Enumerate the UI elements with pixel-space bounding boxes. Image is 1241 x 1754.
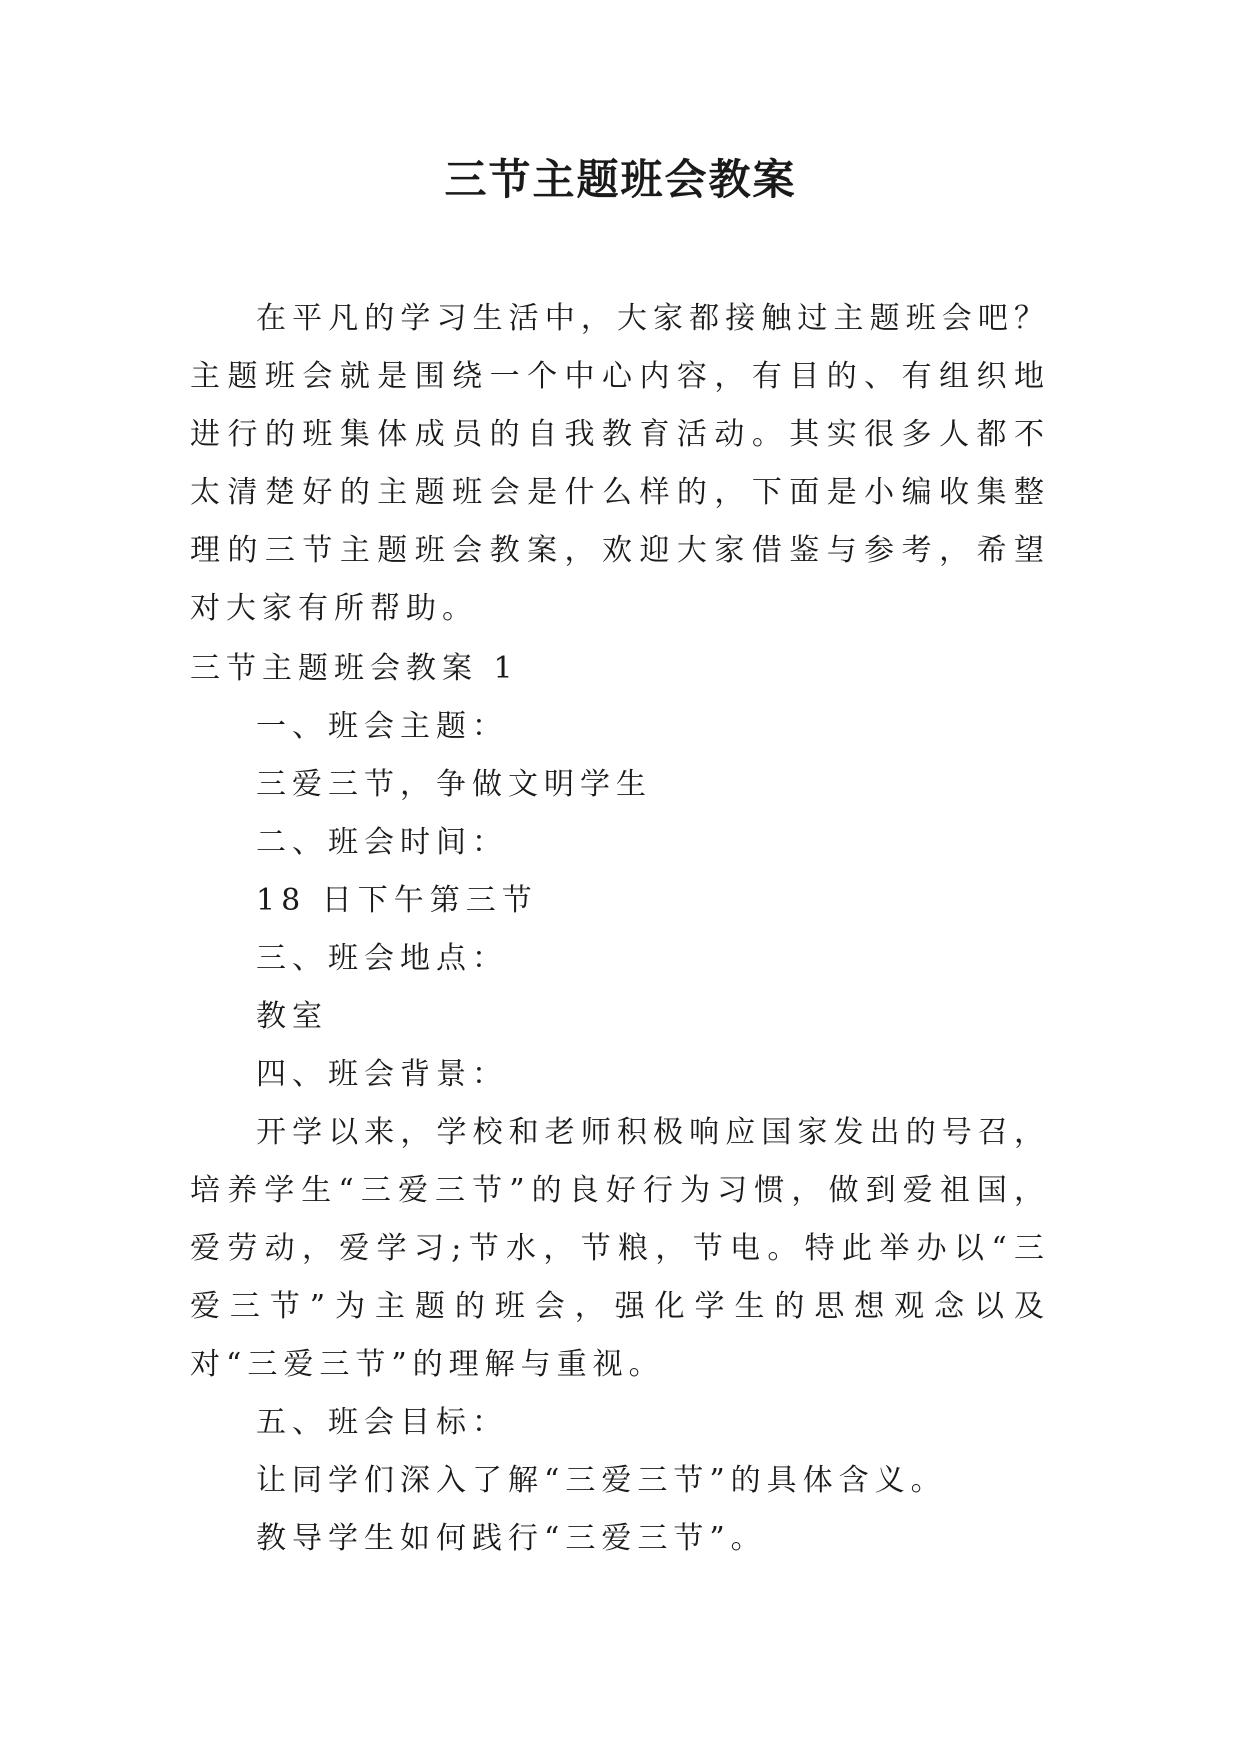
- intro-paragraph: 在平凡的学习生活中，大家都接触过主题班会吧？主题班会就是围绕一个中心内容，有目的、有组织地进行的班集体成员的自我教育活动。其实很多人都不太清楚好的主题班会是什么样的，下面是小编收集整理的三节主题班会教案，欢迎大家借鉴与参考，希望对大家有所帮助。: [190, 301, 1050, 626]
- time-heading: 二、班会时间：: [256, 825, 508, 860]
- place-heading: 三、班会地点：: [256, 941, 508, 976]
- goal-item-2: 教导学生如何践行“三爱三节”。: [256, 1521, 767, 1556]
- background-heading: 四、班会背景：: [256, 1057, 508, 1092]
- document-title: 三节主题班会教案: [444, 155, 797, 204]
- goal-item-1: 让同学们深入了解“三爱三节”的具体含义。: [256, 1463, 947, 1498]
- section-heading: 三节主题班会教案 1: [190, 651, 519, 686]
- theme-value: 三爱三节，争做文明学生: [256, 767, 652, 802]
- time-value: 18 日下午第三节: [256, 883, 538, 918]
- goal-heading: 五、班会目标：: [256, 1405, 508, 1440]
- place-value: 教室: [256, 999, 328, 1034]
- lesson-plan-body: [190, 640, 1050, 1568]
- theme-heading: 一、班会主题：: [256, 709, 508, 744]
- background-paragraph: 开学以来，学校和老师积极响应国家发出的号召，培养学生“三爱三节”的良好行为习惯，做到爱祖国，爱劳动，爱学习;节水，节粮，节电。特此举办以“三爱三节”为主题的班会，强化学生的思想观念以及对“三爱三节”的理解与重视。: [190, 1115, 1050, 1382]
